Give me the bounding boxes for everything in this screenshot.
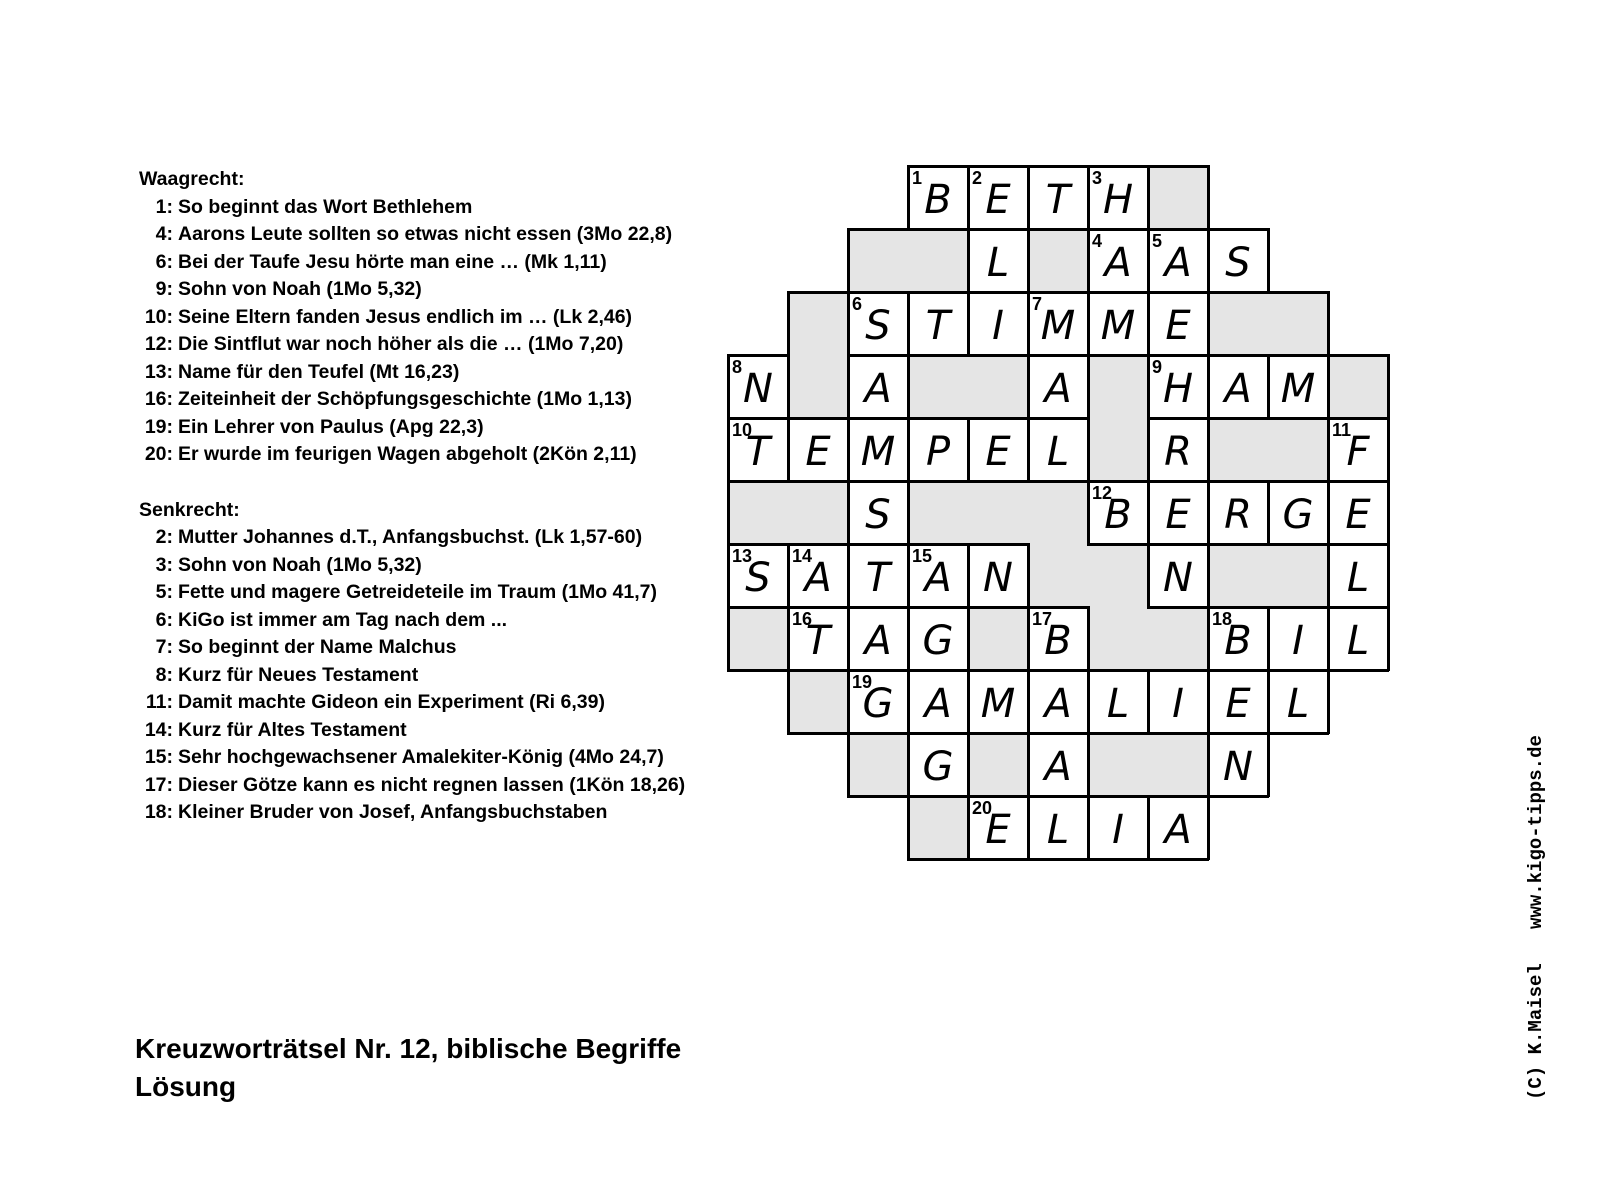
grid-cell-blocked [728,607,788,670]
clue-text: Kurz für Neues Testament [178,663,419,686]
grid-cell[interactable] [1208,670,1268,733]
down-clue [139,579,739,607]
clue-number: 9: [155,278,173,300]
clue-text: KiGo ist immer am Tag nach dem ... [178,608,508,631]
grid-cell[interactable] [848,292,908,355]
across-clue [139,414,739,442]
credit-line [1525,735,1547,1100]
clue-text: So beginnt das Wort Bethlehem [178,195,473,218]
grid-cell[interactable] [1328,607,1388,670]
grid-cell-blocked [968,733,1028,796]
grid-cell[interactable] [1208,355,1268,418]
cell-letter: L [1046,807,1070,853]
clue-text: Damit machte Gideon ein Experiment (Ri 6,39) [178,691,605,713]
cell-letter: L [1346,618,1370,664]
cell-letter: B [1224,618,1252,664]
cell-letter: T [745,429,771,475]
grid-cell[interactable] [1268,355,1328,418]
down-clue [139,607,739,635]
grid-cell[interactable] [908,607,968,670]
cell-letter: L [1286,681,1310,727]
cell-letter: A [1044,744,1072,790]
down-clue [139,717,739,745]
grid-cell-blocked [1208,418,1268,481]
clue-number: 6: [155,250,173,273]
clue-text: Er wurde im feurigen Wagen abgeholt (2Kön 2,11) [178,443,637,465]
cell-number: 12 [1092,483,1113,503]
cell-letter: A [864,618,892,664]
grid-cell-blocked [848,229,908,292]
cell-letter: E [1165,303,1191,349]
cell-letter: M [860,429,896,475]
grid-cell[interactable] [968,796,1028,859]
copyright-text: (C) K.Maisel [1525,963,1547,1100]
cell-letter: E [1165,492,1191,538]
clue-text: Sohn von Noah (1Mo 5,32) [178,278,422,300]
grid-cell[interactable] [908,292,968,355]
clue-text: Mutter Johannes d.T., Anfangsbuchst. (Lk 1,57-60) [178,526,643,548]
across-clue-list [139,194,739,469]
cell-number: 9 [1152,357,1163,377]
grid-cell[interactable] [908,544,968,607]
grid-cell-blocked [788,355,848,418]
cell-letter: A [804,555,832,601]
grid-cell[interactable] [1268,607,1328,670]
grid-cell[interactable] [1328,544,1388,607]
grid-cell[interactable] [1148,670,1208,733]
clue-panel [139,166,739,827]
grid-cell[interactable] [1208,733,1268,796]
grid-cell[interactable] [1208,481,1268,544]
grid-cell[interactable] [908,733,968,796]
grid-cell-blocked [1088,355,1148,418]
cell-letter: L [1106,681,1130,727]
grid-cell-blocked [1268,544,1328,607]
clue-text: Die Sintflut war noch höher als die … (1Mo 7,20) [178,333,624,355]
cell-letter: A [924,555,952,601]
clue-text: Zeiteinheit der Schöpfungsgeschichte (1Mo 1,13) [178,388,632,410]
grid-cell-blocked [1208,292,1268,355]
grid-cell[interactable] [908,418,968,481]
cell-letter: I [1172,681,1184,727]
cell-letter: M [1280,366,1316,412]
grid-cell[interactable] [1148,481,1208,544]
cell-number: 10 [732,420,753,440]
cell-letter: H [1162,366,1194,412]
cell-letter: E [985,429,1011,475]
grid-cell[interactable] [728,355,788,418]
clue-text: So beginnt der Name Malchus [178,636,457,658]
grid-cell-blocked [1028,229,1088,292]
clue-number: 11: [145,691,173,713]
grid-cell[interactable] [1148,796,1208,859]
grid-cell[interactable] [1088,166,1148,229]
cell-letter: L [1046,429,1070,475]
grid-cell[interactable] [848,481,908,544]
cell-letter: L [1346,555,1370,601]
grid-cell-blocked [1028,481,1088,544]
across-clue [139,441,739,469]
grid-cell-blocked [1328,355,1388,418]
cell-letter: E [985,807,1011,853]
cell-letter: S [865,303,891,349]
cell-letter: N [743,366,773,412]
clue-number: 6: [155,608,173,631]
cell-letter: N [1163,555,1193,601]
grid-cell[interactable] [1268,670,1328,733]
grid-cell-blocked [1268,418,1328,481]
cell-letter: A [1044,681,1072,727]
cell-letter: N [983,555,1013,601]
down-clue [139,799,739,827]
cell-number: 7 [1032,294,1043,314]
cell-letter: G [862,681,894,727]
grid-cell[interactable] [968,670,1028,733]
down-clue [139,689,739,717]
grid-cell-blocked [1208,544,1268,607]
cell-letter: M [1100,303,1136,349]
grid-cell-blocked [1088,607,1148,670]
down-clue [139,662,739,690]
cell-number: 19 [852,672,873,692]
grid-cell-blocked [908,355,968,418]
cell-letter: E [805,429,831,475]
cell-letter: A [1044,366,1072,412]
across-heading: Waagrecht: [139,168,245,190]
cell-letter: B [1104,492,1132,538]
across-clue [139,386,739,414]
cell-letter: A [1164,240,1192,286]
grid-cell-blocked [1088,418,1148,481]
cell-letter: B [1044,618,1072,664]
cell-letter: G [922,618,954,664]
grid-cell[interactable] [848,355,908,418]
grid-cell-blocked [1088,544,1148,607]
cell-number: 17 [1032,609,1053,629]
cell-letter: S [1225,240,1251,286]
grid-cell[interactable] [1088,481,1148,544]
cell-number: 18 [1212,609,1233,629]
grid-cell[interactable] [1148,418,1208,481]
clue-text: Ein Lehrer von Paulus (Apg 22,3) [178,415,484,438]
cell-letter: T [865,555,891,601]
grid-cell[interactable] [848,418,908,481]
clue-number: 14: [144,718,173,741]
grid-cell-blocked [1148,733,1208,796]
grid-cell[interactable] [908,166,968,229]
cell-number: 16 [792,609,813,629]
grid-cell[interactable] [788,544,848,607]
puzzle-title-block [135,1030,681,1106]
clue-number: 19: [144,415,173,438]
cell-letter: I [1112,807,1124,853]
cell-number: 15 [912,546,933,566]
cell-letter: R [1164,429,1192,475]
grid-cell-blocked [908,481,968,544]
clue-number: 10: [144,305,173,328]
across-clue [139,221,739,249]
cell-number: 5 [1152,231,1163,251]
clue-text: Kleiner Bruder von Josef, Anfangsbuchstaben [178,801,608,823]
across-clue [139,194,739,222]
clue-number: 7: [155,636,173,658]
cell-number: 13 [732,546,753,566]
cell-letter: I [1292,618,1304,664]
across-clue [139,276,739,304]
grid-cell-blocked [968,481,1028,544]
grid-cell[interactable] [1088,670,1148,733]
grid-cell[interactable] [1148,229,1208,292]
grid-cell[interactable] [1268,481,1328,544]
clue-number: 5: [155,581,173,603]
cell-letter: E [1225,681,1251,727]
grid-cell[interactable] [968,166,1028,229]
clue-text: Kurz für Altes Testament [178,718,407,741]
grid-cell[interactable] [1208,229,1268,292]
cell-letter: B [924,177,952,223]
clue-text: Name für den Teufel (Mt 16,23) [178,360,460,383]
grid-cell[interactable] [1088,229,1148,292]
cell-letter: I [992,303,1004,349]
grid-cell-blocked [1028,544,1088,607]
cell-letter: A [1104,240,1132,286]
grid-cell[interactable] [1028,607,1088,670]
cell-letter: M [1040,303,1076,349]
cell-letter: E [1345,492,1371,538]
grid-cell-blocked [728,481,788,544]
grid-cell-blocked [1148,607,1208,670]
grid-cell[interactable] [728,544,788,607]
grid-cell-blocked [848,733,908,796]
grid-cell[interactable] [1028,355,1088,418]
down-heading: Senkrecht: [139,498,240,521]
clue-number: 1: [155,195,173,218]
grid-cell-blocked [968,607,1028,670]
cell-letter: H [1102,177,1134,223]
grid-cell-blocked [788,481,848,544]
grid-cell-blocked [908,229,968,292]
cell-letter: A [1164,807,1192,853]
clue-text: Bei der Taufe Jesu hörte man eine … (Mk 1,11) [178,250,607,273]
grid-cell[interactable] [968,544,1028,607]
cell-number: 6 [852,294,863,314]
clue-text: Dieser Götze kann es nicht regnen lassen (1Kön 18,26) [178,773,686,796]
clue-number: 13: [144,360,173,383]
grid-cell-blocked [788,670,848,733]
grid-cell[interactable] [1088,292,1148,355]
grid-cell-blocked [1148,166,1208,229]
down-clue [139,552,739,580]
down-clue [139,772,739,800]
cell-letter: E [985,177,1011,223]
clue-number: 12: [144,333,173,355]
across-clue [139,304,739,332]
grid-cell[interactable] [788,418,848,481]
cell-letter: T [925,303,951,349]
clue-text: Fette und magere Getreideteile im Traum (1Mo 41,7) [178,581,657,603]
cell-letter: T [805,618,831,664]
grid-cell[interactable] [1028,166,1088,229]
grid-cell[interactable] [908,670,968,733]
grid-cell[interactable] [848,670,908,733]
grid-cell[interactable] [1028,670,1088,733]
down-clue-list [139,524,739,827]
down-clue [139,634,739,662]
cell-number: 2 [972,168,983,188]
clue-number: 20: [144,443,173,465]
cell-letter: P [925,429,951,475]
cell-letter: A [864,366,892,412]
cell-letter: S [865,492,891,538]
grid-cell[interactable] [1028,418,1088,481]
cell-letter: F [1346,429,1370,475]
grid-cell[interactable] [1148,292,1208,355]
clue-number: 15: [144,746,173,768]
grid-cell[interactable] [1328,481,1388,544]
cell-number: 8 [732,357,743,377]
cell-number: 11 [1332,420,1352,440]
clue-text: Sehr hochgewachsener Amalekiter-König (4Mo 24,7) [178,746,664,768]
cell-number: 20 [972,798,993,818]
grid-cell[interactable] [1028,796,1088,859]
grid-cell[interactable] [968,418,1028,481]
grid-cell[interactable] [968,229,1028,292]
grid-cell[interactable] [1148,355,1208,418]
clue-number: 18: [144,801,173,823]
grid-cell-blocked [908,796,968,859]
grid-cell[interactable] [788,607,848,670]
clue-text: Sohn von Noah (1Mo 5,32) [178,553,422,576]
across-clue [139,359,739,387]
across-clue [139,331,739,359]
puzzle-title: Kreuzworträtsel Nr. 12, biblische Begriffe [135,1033,682,1064]
cell-letter: R [1224,492,1252,538]
cell-number: 14 [792,546,813,566]
clue-number: 8: [155,663,173,686]
grid-cell[interactable] [848,607,908,670]
clue-text: Aarons Leute sollten so etwas nicht essen (3Mo 22,8) [178,223,673,245]
cell-letter: L [986,240,1010,286]
cell-letter: N [1223,744,1253,790]
clue-number: 16: [144,388,173,410]
grid-cell[interactable] [728,418,788,481]
grid-cell[interactable] [1028,292,1088,355]
cell-letter: G [922,744,954,790]
puzzle-subtitle: Lösung [135,1071,237,1102]
grid-cell-blocked [968,355,1028,418]
clue-number: 2: [155,526,173,548]
cell-letter: A [924,681,952,727]
clue-text: Seine Eltern fanden Jesus endlich im … (Lk 2,46) [178,305,633,328]
clue-number: 3: [155,553,173,576]
cell-number: 1 [912,168,923,188]
grid-cell[interactable] [1028,733,1088,796]
grid-cell[interactable] [848,544,908,607]
grid-cell[interactable] [1148,544,1208,607]
grid-cell[interactable] [1088,796,1148,859]
down-clue [139,744,739,772]
cell-letter: T [1045,177,1071,223]
cell-letter: M [980,681,1016,727]
cell-letter: A [1224,366,1252,412]
cell-number: 4 [1092,231,1103,251]
cell-letter: S [745,555,771,601]
grid-cell-blocked [788,292,848,355]
cell-letter: G [1282,492,1314,538]
website-link[interactable]: www.kigo-tipps.de [1525,735,1547,929]
across-clue [139,249,739,277]
grid-cell-blocked [1268,292,1328,355]
clue-number: 4: [155,223,173,245]
cell-number: 3 [1092,168,1103,188]
grid-cell-blocked [1088,733,1148,796]
clue-number: 17: [144,773,173,796]
grid-cell[interactable] [1208,607,1268,670]
grid-cell[interactable] [968,292,1028,355]
grid-cell[interactable] [1328,418,1388,481]
down-clue [139,524,739,552]
